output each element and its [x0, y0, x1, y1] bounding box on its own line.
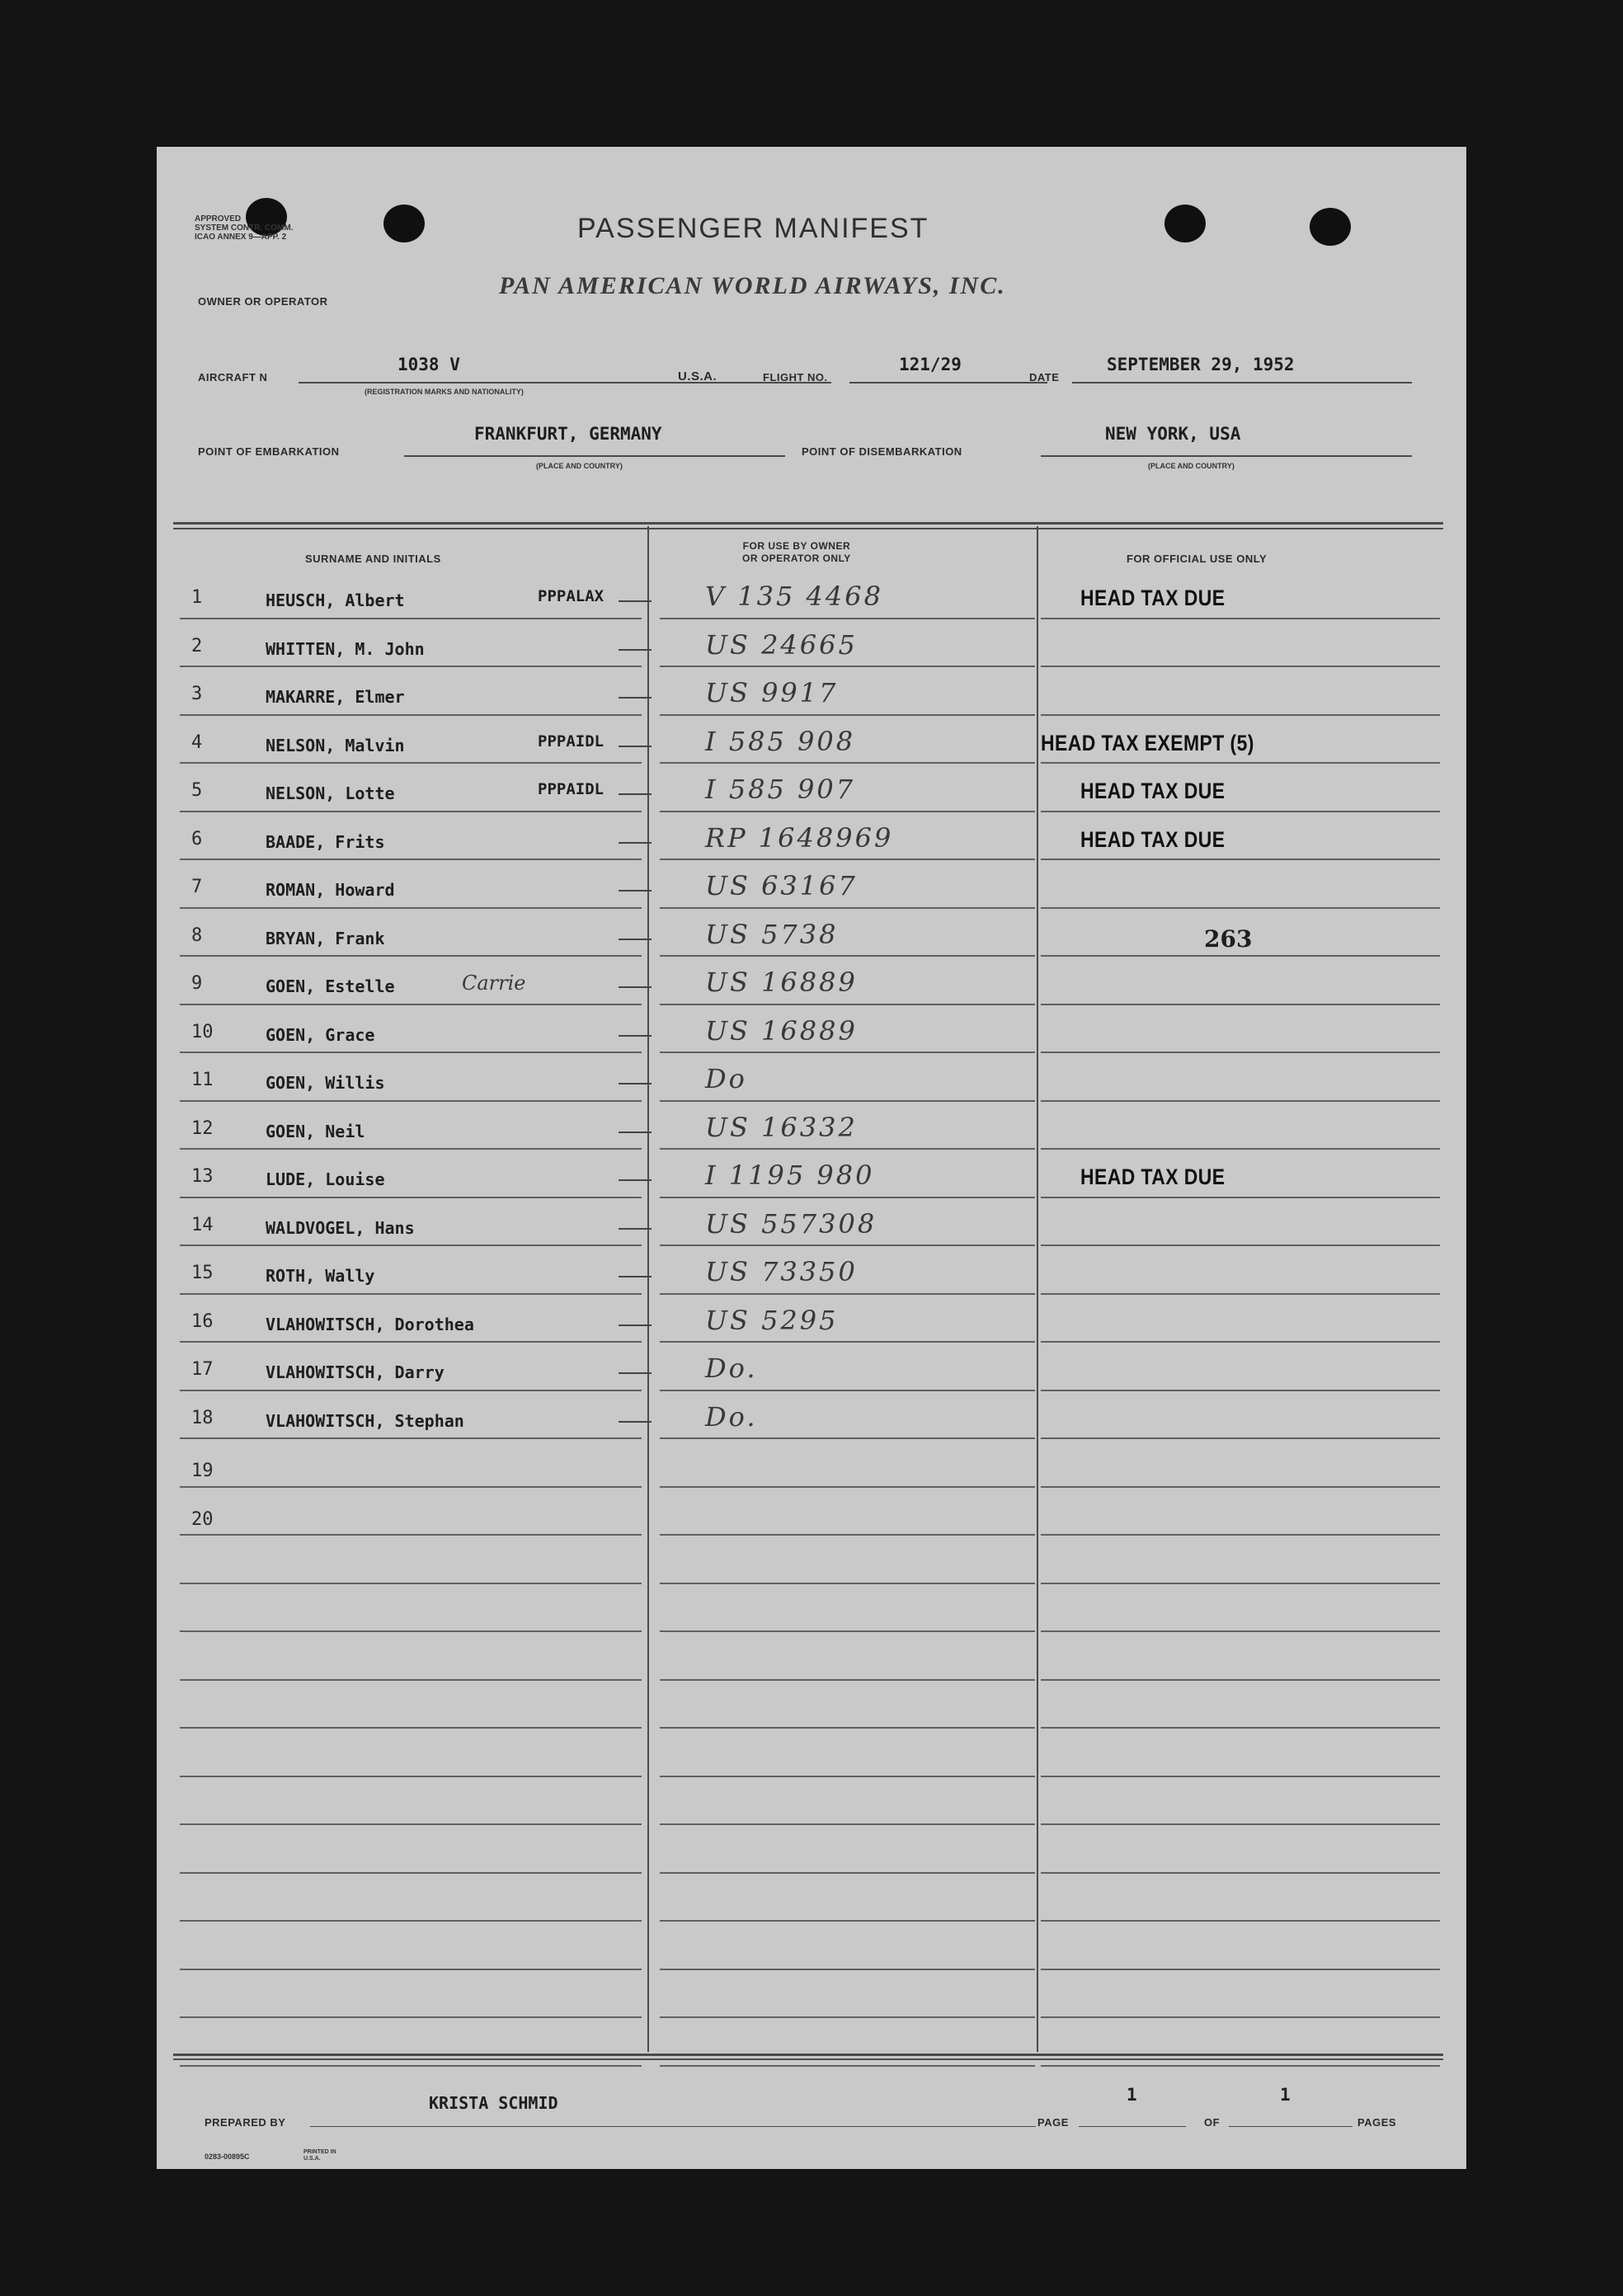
document-number: I 585 907 — [705, 774, 856, 805]
blank-row-rule — [180, 1823, 642, 1825]
row-rule — [660, 1197, 1035, 1198]
aircraft-sub: (REGISTRATION MARKS AND NATIONALITY) — [365, 388, 524, 396]
document-number: I 1195 980 — [705, 1160, 875, 1191]
blank-row-rule — [180, 1969, 642, 1970]
row-rule — [660, 955, 1035, 957]
official-number: 263 — [1204, 925, 1253, 953]
approval-line: SYSTEM CONTR. COMM. — [195, 223, 294, 233]
blank-row-rule — [660, 1920, 1035, 1922]
row-rule — [180, 714, 642, 716]
row-number: 11 — [191, 1070, 214, 1090]
check-dash — [619, 746, 652, 747]
row-rule — [1041, 1390, 1440, 1391]
blank-row-rule — [660, 1872, 1035, 1874]
table-row — [157, 1107, 1466, 1155]
document-number: US 16889 — [705, 967, 858, 998]
check-dash — [619, 1083, 652, 1084]
table-row — [157, 962, 1466, 1010]
page-number: 1 — [1127, 2085, 1137, 2105]
row-rule — [1041, 955, 1440, 957]
row-rule — [1041, 907, 1440, 909]
blank-row-rule — [1041, 2016, 1440, 2018]
row-rule — [1041, 666, 1440, 667]
row-number: 12 — [191, 1117, 214, 1139]
row-rule — [1041, 1244, 1440, 1246]
blank-row-rule — [1041, 1679, 1440, 1681]
blank-row-rule — [660, 1823, 1035, 1825]
blank-row-rule — [1041, 1630, 1440, 1632]
form-number: 0283-00895C — [205, 2152, 250, 2161]
row-number: 19 — [191, 1461, 214, 1481]
row-rule — [180, 762, 642, 764]
disembark-label: POINT OF DISEMBARKATION — [802, 445, 962, 458]
row-rule — [180, 1390, 642, 1391]
row-rule — [1041, 714, 1440, 716]
row-rule — [180, 618, 642, 619]
document-number: US 73350 — [705, 1256, 858, 1287]
row-rule — [1041, 811, 1440, 812]
document-number: Do — [705, 1063, 747, 1094]
table-row — [157, 865, 1466, 914]
printed-note: PRINTED IN U.S.A. — [303, 2149, 336, 2162]
passenger-name: VLAHOWITSCH, Dorothea — [266, 1314, 474, 1334]
blank-row-rule — [1041, 1776, 1440, 1777]
table-row — [157, 624, 1466, 673]
embark-label: POINT OF EMBARKATION — [198, 445, 340, 458]
blank-row-rule — [1041, 1872, 1440, 1874]
check-dash — [619, 890, 652, 892]
disembark-value: NEW YORK, USA — [1105, 424, 1241, 444]
row-rule — [660, 618, 1035, 619]
row-rule — [660, 1390, 1035, 1391]
document-number: I 585 908 — [705, 725, 856, 757]
row-rule — [1041, 618, 1440, 619]
approval-line: APPROVED — [195, 214, 242, 223]
row-rule — [1041, 1534, 1440, 1536]
of-label: OF — [1204, 2116, 1221, 2129]
manifest-sheet — [157, 147, 1466, 2169]
official-stamp: HEAD TAX EXEMPT (5) — [1041, 730, 1254, 755]
document-number: US 63167 — [705, 870, 858, 901]
check-dash — [619, 793, 652, 795]
table-row — [157, 1251, 1466, 1300]
check-dash — [619, 1276, 652, 1277]
document-number: US 5738 — [705, 918, 839, 950]
passport-code: PPPALAX — [538, 587, 605, 605]
passenger-name: GOEN, Neil — [266, 1121, 365, 1141]
check-dash — [619, 697, 652, 699]
blank-row-rule — [660, 1630, 1035, 1632]
passenger-name: ROMAN, Howard — [266, 880, 395, 900]
passenger-name: HEUSCH, Albert — [266, 590, 405, 610]
approval-note — [195, 214, 293, 242]
passenger-name: GOEN, Grace — [266, 1024, 375, 1045]
row-rule — [660, 1148, 1035, 1150]
row-rule — [180, 1293, 642, 1295]
row-number: 14 — [191, 1214, 214, 1235]
blank-row-rule — [660, 1727, 1035, 1729]
row-rule — [660, 1293, 1035, 1295]
row-rule — [1041, 1148, 1440, 1150]
table-row — [157, 1010, 1466, 1059]
passport-code: PPPAIDL — [538, 732, 605, 750]
row-rule — [180, 666, 642, 667]
table-row — [157, 672, 1466, 721]
table-row — [157, 1203, 1466, 1252]
row-rule — [660, 1244, 1035, 1246]
date-label: DATE — [1029, 371, 1060, 383]
row-number: 6 — [191, 828, 203, 849]
aircraft-value: 1038 V — [398, 355, 460, 374]
row-rule — [660, 1100, 1035, 1102]
blank-row-rule — [180, 1727, 642, 1729]
row-rule — [180, 1197, 642, 1198]
row-rule — [660, 1004, 1035, 1005]
row-rule — [660, 907, 1035, 909]
row-rule — [1041, 1100, 1440, 1102]
row-number: 8 — [191, 925, 203, 946]
col-header-official: FOR OFFICIAL USE ONLY — [1127, 553, 1268, 565]
blank-row-rule — [1041, 1920, 1440, 1922]
check-dash — [619, 649, 652, 651]
document-number: US 16889 — [705, 1014, 858, 1047]
row-rule — [660, 1486, 1035, 1488]
document-number: US 16332 — [705, 1111, 858, 1143]
check-dash — [619, 1324, 652, 1326]
row-rule — [180, 1437, 642, 1439]
blank-row-rule — [180, 1679, 642, 1681]
row-rule — [660, 714, 1035, 716]
aircraft-label: AIRCRAFT N — [198, 371, 268, 383]
row-rule — [180, 907, 642, 909]
check-dash — [619, 1421, 652, 1423]
approval-line: ICAO ANNEX 9—APP. 2 — [195, 233, 287, 242]
row-rule — [1041, 1486, 1440, 1488]
row-rule — [180, 1100, 642, 1102]
flight-number: 121/29 — [899, 355, 962, 374]
punch-hole — [1310, 208, 1351, 246]
page-total: 1 — [1280, 2085, 1291, 2105]
document-number: Do. — [705, 1353, 758, 1384]
row-rule — [1041, 1197, 1440, 1198]
row-number: 4 — [191, 732, 203, 753]
row-number: 10 — [191, 1021, 214, 1042]
row-rule — [1041, 1437, 1440, 1439]
row-number: 5 — [191, 780, 203, 801]
row-rule — [660, 666, 1035, 667]
row-number: 3 — [191, 684, 203, 704]
row-number: 1 — [191, 587, 203, 608]
blank-row-rule — [660, 1776, 1035, 1777]
row-rule — [660, 811, 1035, 812]
passenger-name: ROTH, Wally — [266, 1266, 375, 1286]
passenger-name: WALDVOGEL, Hans — [266, 1217, 415, 1238]
blank-row-rule — [180, 2065, 642, 2067]
punch-hole — [383, 205, 425, 242]
row-rule — [180, 859, 642, 860]
form-title: PASSENGER MANIFEST — [577, 213, 929, 244]
table-row — [157, 1396, 1466, 1445]
row-rule — [180, 1004, 642, 1005]
row-rule — [660, 1052, 1035, 1053]
row-number: 2 — [191, 635, 203, 656]
blank-row-rule — [1041, 2065, 1440, 2067]
check-dash — [619, 939, 652, 940]
blank-row-rule — [1041, 1823, 1440, 1825]
check-dash — [619, 1372, 652, 1374]
blank-row-rule — [1041, 1727, 1440, 1729]
row-number: 7 — [191, 877, 203, 897]
passenger-name: NELSON, Lotte — [266, 783, 395, 803]
col-header-owner-use — [742, 540, 851, 565]
flight-date: SEPTEMBER 29, 1952 — [1107, 355, 1295, 374]
row-rule — [660, 1341, 1035, 1343]
row-rule — [1041, 1293, 1440, 1295]
airline-name: PAN AMERICAN WORLD AIRWAYS, INC. — [499, 272, 1006, 299]
blank-row-rule — [180, 1872, 642, 1874]
document-number: RP 1648969 — [705, 821, 894, 854]
passenger-name: MAKARRE, Elmer — [266, 687, 405, 707]
row-rule — [1041, 1341, 1440, 1343]
table-row — [157, 769, 1466, 817]
row-rule — [1041, 859, 1440, 860]
row-rule — [1041, 762, 1440, 764]
check-dash — [619, 1228, 652, 1230]
row-rule — [1041, 1004, 1440, 1005]
blank-row-rule — [660, 2065, 1035, 2067]
prepared-label: PREPARED BY — [205, 2116, 286, 2129]
flight-label: FLIGHT NO. — [763, 371, 828, 383]
document-number: US 9917 — [705, 677, 839, 708]
row-number: 18 — [191, 1407, 214, 1428]
check-dash — [619, 1035, 652, 1037]
row-rule — [180, 1341, 642, 1343]
row-number: 13 — [191, 1166, 214, 1187]
table-row — [157, 1058, 1466, 1107]
blank-row-rule — [660, 1969, 1035, 1970]
punch-hole — [1164, 205, 1206, 242]
row-rule — [180, 1148, 642, 1150]
passenger-name: NELSON, Malvin — [266, 735, 405, 755]
name-annotation: Carrie — [462, 972, 526, 995]
col-header-surname: SURNAME AND INITIALS — [305, 553, 441, 565]
row-number: 17 — [191, 1359, 214, 1380]
row-number: 20 — [191, 1508, 214, 1530]
row-rule — [660, 1534, 1035, 1536]
page-label: PAGE — [1037, 2116, 1069, 2129]
official-stamp: HEAD TAX DUE — [1080, 1164, 1225, 1189]
table-row — [157, 1444, 1466, 1493]
row-number: 15 — [191, 1263, 214, 1283]
document-number: US 5295 — [705, 1304, 839, 1336]
passenger-name: LUDE, Louise — [266, 1169, 385, 1189]
blank-row-rule — [180, 1776, 642, 1777]
row-rule — [660, 1437, 1035, 1439]
check-dash — [619, 986, 652, 988]
document-number: US 24665 — [705, 628, 858, 661]
table-row — [157, 721, 1466, 769]
usa-label: U.S.A. — [678, 369, 717, 383]
passenger-name: VLAHOWITSCH, Darry — [266, 1362, 445, 1382]
blank-row-rule — [1041, 1969, 1440, 1970]
col-header-owner-use-line: OR OPERATOR ONLY — [742, 553, 851, 564]
embark-sub: (PLACE AND COUNTRY) — [536, 462, 623, 470]
col-header-owner-use-line: FOR USE BY OWNER — [742, 540, 851, 552]
table-row — [157, 817, 1466, 866]
blank-row-rule — [180, 2016, 642, 2018]
check-dash — [619, 1179, 652, 1181]
row-rule — [660, 859, 1035, 860]
row-rule — [180, 955, 642, 957]
document-number: Do. — [705, 1400, 758, 1433]
row-rule — [180, 1244, 642, 1246]
passenger-name: GOEN, Estelle — [266, 976, 395, 996]
official-stamp: HEAD TAX DUE — [1080, 586, 1225, 610]
document-number: US 557308 — [705, 1207, 877, 1240]
blank-row-rule — [180, 1630, 642, 1632]
table-row — [157, 914, 1466, 962]
table-row — [157, 1348, 1466, 1396]
disembark-sub: (PLACE AND COUNTRY) — [1148, 462, 1235, 470]
check-dash — [619, 600, 652, 602]
official-stamp: HEAD TAX DUE — [1080, 779, 1225, 803]
row-rule — [180, 1486, 642, 1488]
passenger-name: WHITTEN, M. John — [266, 638, 425, 659]
table-row — [157, 1155, 1466, 1203]
check-dash — [619, 1132, 652, 1133]
table-row — [157, 1300, 1466, 1348]
table-row — [157, 1493, 1466, 1541]
owner-label: OWNER OR OPERATOR — [198, 295, 328, 308]
document-number: V 135 4468 — [705, 581, 883, 612]
embark-value: FRANKFURT, GERMANY — [474, 424, 662, 444]
blank-row-rule — [180, 1583, 642, 1584]
passenger-name: BAADE, Frits — [266, 831, 385, 852]
row-rule — [660, 762, 1035, 764]
official-stamp: HEAD TAX DUE — [1080, 826, 1225, 852]
row-rule — [180, 1534, 642, 1536]
check-dash — [619, 842, 652, 844]
row-rule — [180, 811, 642, 812]
blank-row-rule — [180, 1920, 642, 1922]
passenger-name: GOEN, Willis — [266, 1073, 385, 1093]
table-row — [157, 576, 1466, 624]
passenger-name: VLAHOWITSCH, Stephan — [266, 1410, 464, 1431]
row-rule — [180, 1052, 642, 1053]
row-number: 9 — [191, 973, 203, 994]
passenger-name: BRYAN, Frank — [266, 928, 385, 948]
blank-row-rule — [660, 1679, 1035, 1681]
blank-row-rule — [660, 1583, 1035, 1584]
row-number: 16 — [191, 1310, 214, 1332]
pages-label: PAGES — [1357, 2116, 1397, 2129]
blank-row-rule — [660, 2016, 1035, 2018]
blank-row-rule — [1041, 1583, 1440, 1584]
row-rule — [1041, 1052, 1440, 1053]
prepared-by: KRISTA SCHMID — [429, 2093, 558, 2113]
passport-code: PPPAIDL — [538, 780, 605, 798]
